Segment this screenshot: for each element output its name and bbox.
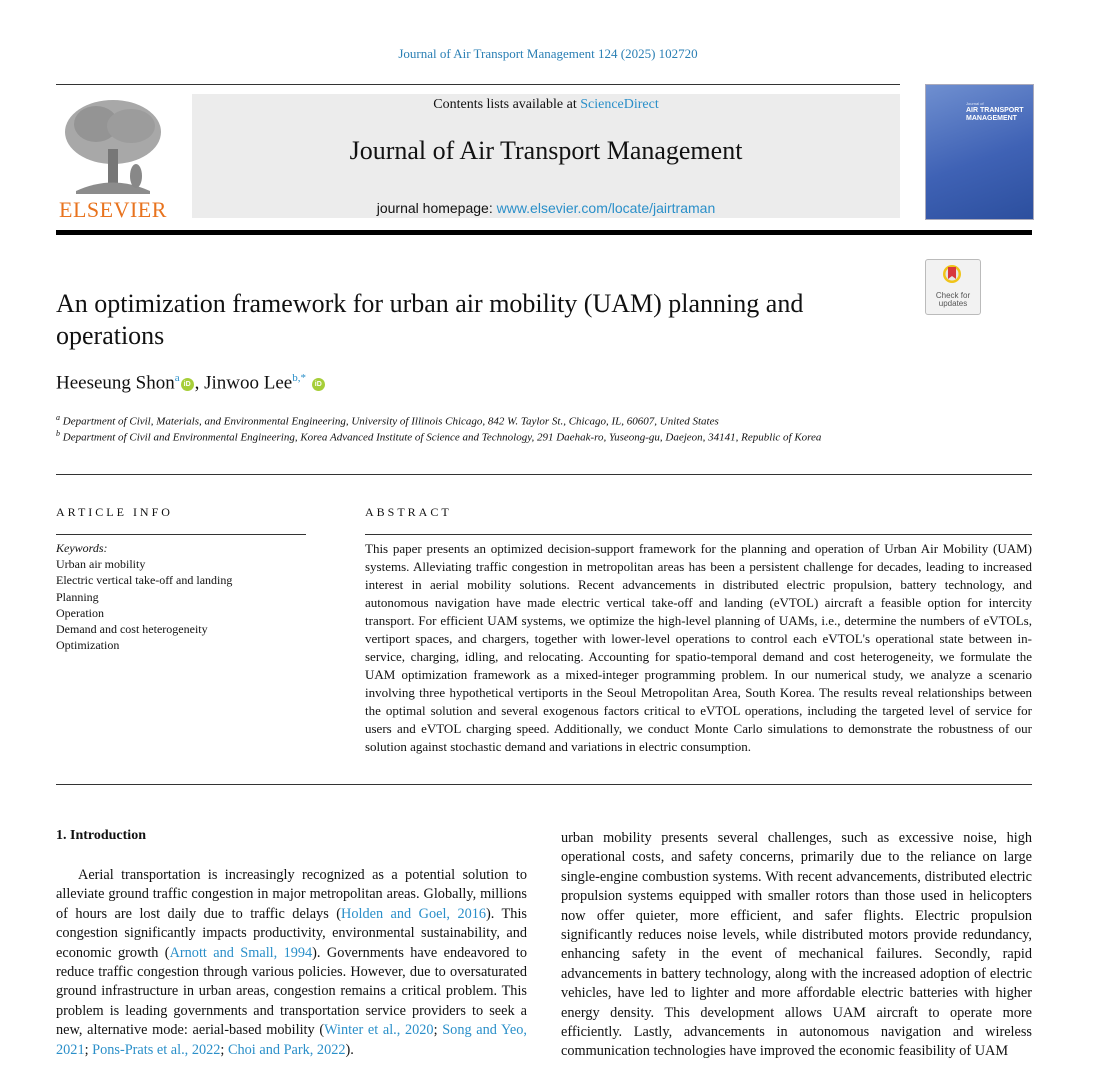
journal-cover-thumbnail[interactable] <box>925 84 1034 220</box>
running-head[interactable]: Journal of Air Transport Management 124 (2025) 102720 <box>398 46 698 61</box>
contents-prefix: Contents lists available at <box>433 97 581 112</box>
affiliation-mark: a <box>56 413 60 422</box>
affiliation-mark: b <box>56 429 60 438</box>
author-affiliation-mark[interactable]: a <box>174 372 180 384</box>
citation-link[interactable]: Pons-Prats et al., 2022 <box>92 1041 221 1058</box>
article-title: An optimization framework for urban air mobility (UAM) planning and operations <box>56 289 804 350</box>
check-for-updates-button[interactable] <box>925 259 981 315</box>
keywords-label: Keywords: <box>56 541 108 555</box>
keyword-item: Urban air mobility <box>56 557 146 572</box>
keyword-item: Operation <box>56 605 104 620</box>
contents-line <box>192 97 900 113</box>
body-text: ; <box>220 1041 228 1058</box>
check-for-updates-label: Check for updates <box>935 291 971 308</box>
sciencedirect-link[interactable]: ScienceDirect <box>580 97 659 112</box>
journal-name: Journal of Air Transport Management <box>349 136 743 165</box>
header-thick-rule <box>56 230 1032 235</box>
body-text: Aerial transportation is increasingly recognized as a potential solution to alleviate ground traffic congestion in major metropolitan areas. Globally, millions of hours are lost daily due to traffic delays ( <box>56 867 527 922</box>
abstract-heading: ABSTRACT <box>365 505 452 519</box>
introduction-right-column: urban mobility presents several challenges, such as excessive noise, high operational costs, and safety concerns, primarily due to the reliance on large single-engine combustion systems. With recent advancements, distributed electric propulsion systems equipped with smaller rotors than those used in helicopters now offer quieter, more efficient, and safer flights. Electric propulsion significantly reduces noise levels, while distributed motors provide redundancy, enhancing safety in the event of mechanical failures. Secondly, rapid advancements in battery technology, along with the increased adoption of electric vehicles, have led to lighter and more affordable electric batteries with higher energy density. This development allows UAM aircraft to operate more efficiently. Lastly, advancements in autonomous navigation and wireless communication technologies have improved the economic feasibility of UAM <box>561 830 1032 1060</box>
keywords-block <box>56 540 306 653</box>
article-info-heading: ARTICLE INFO <box>56 505 173 519</box>
citation-link[interactable]: Holden and Goel, 2016 <box>341 905 487 922</box>
citation-link[interactable]: Song and Yeo, 2021 <box>56 1022 528 1058</box>
body-text: ; <box>433 1022 443 1039</box>
homepage-link[interactable]: www.elsevier.com/locate/jairtraman <box>496 200 716 216</box>
author-list <box>56 372 326 394</box>
affiliation-text: Department of Civil and Environmental Engineering, Korea Advanced Institute of Science and Technology, 291 Daehak-ro, Yuseong-gu, Daejeon, 34141, Republic of Korea <box>62 431 822 444</box>
orcid-icon[interactable]: iD <box>181 378 194 391</box>
author-separator: , <box>194 372 205 394</box>
top-rule <box>56 84 900 85</box>
abstract-rule <box>365 534 1032 535</box>
citation-link[interactable]: Arnott and Small, 1994 <box>169 944 313 961</box>
citation-link[interactable]: Choi and Park, 2022 <box>227 1041 346 1058</box>
body-text: ). Governments have endeavored to reduce traffic congestion through various policies. However, due to oversaturated ground infrastructure in urban areas, congestion remains a critical problem. This problem is leading governments and transportation service providers to seek a new, alternative mode: aerial-based mobility ( <box>56 944 527 1039</box>
keyword-item: Electric vertical take-off and landing <box>56 573 233 588</box>
keyword-item: Demand and cost heterogeneity <box>56 622 208 637</box>
cover-small-text: Journal of <box>966 101 984 106</box>
body-text: ). <box>345 1041 354 1058</box>
author-affiliation-mark[interactable]: b,* <box>292 372 306 384</box>
article-info-rule <box>56 534 306 535</box>
cover-title: AIR TRANSPORT MANAGEMENT <box>966 107 1024 122</box>
keyword-item: Optimization <box>56 638 120 653</box>
affiliation-b <box>56 426 926 446</box>
orcid-icon[interactable]: iD <box>312 378 325 391</box>
citation-link[interactable]: Winter et al., 2020 <box>324 1022 434 1039</box>
keyword-item: Planning <box>56 589 99 604</box>
body-text: ). This congestion significantly impacts productivity, environmental sustainability, and economic growth ( <box>56 905 527 961</box>
author-name[interactable]: Jinwoo Lee <box>204 372 293 394</box>
crossmark-icon <box>942 264 962 286</box>
homepage-line <box>192 200 900 216</box>
introduction-left-column <box>56 866 527 1060</box>
author-name[interactable]: Heeseung Shon <box>56 372 175 394</box>
section-rule <box>56 474 1032 475</box>
abstract-bottom-rule <box>56 784 1032 785</box>
introduction-heading: 1. Introduction <box>56 828 146 843</box>
homepage-prefix: journal homepage: <box>376 200 497 216</box>
body-text: ; <box>84 1041 93 1058</box>
elsevier-wordmark[interactable]: ELSEVIER <box>59 197 167 222</box>
abstract-text: This paper presents an optimized decision-support framework for the planning and operation of Urban Air Mobility (UAM) systems. Alleviating traffic congestion in metropolitan areas has been a persistent challenge for decades, leading to increased interest in aerial mobility solutions. Recent advancements in distributed electric propulsion, battery technology, and autonomous navigation have made electric vertical take-off and landing (eVTOL) aircraft a feasible option for intercity transport. For efficient UAM systems, we optimize the high-level planning of UAMs, i.e., determine the numbers of eVTOLs, vertiport spaces, and chargers, together with lower-level operations to control each eVTOL's operational state between in-service, charging, idling, and relocating. Accounting for spatio-temporal demand and cost heterogeneity, we formulate the UAM optimization framework as a mixed-integer programming problem. In our numerical study, we analyze a scenario involving three hypothetical vertiports in the Seoul Metropolitan Area, South Korea. The results reveal relationships between the optimal solution and several exogenous factors critical to eVTOL operations, including the targeted level of service for users and eVTOL charging speed. Additionally, we conduct Monte Carlo simulations to demonstrate the robustness of our solution against stochastic demand and variations in electric consumption. <box>365 541 1032 754</box>
affiliation-text: Department of Civil, Materials, and Environmental Engineering, University of Illinois Chicago, 842 W. Taylor St., Chicago, IL, 60607, United States <box>62 415 719 428</box>
journal-header-box <box>192 94 900 218</box>
